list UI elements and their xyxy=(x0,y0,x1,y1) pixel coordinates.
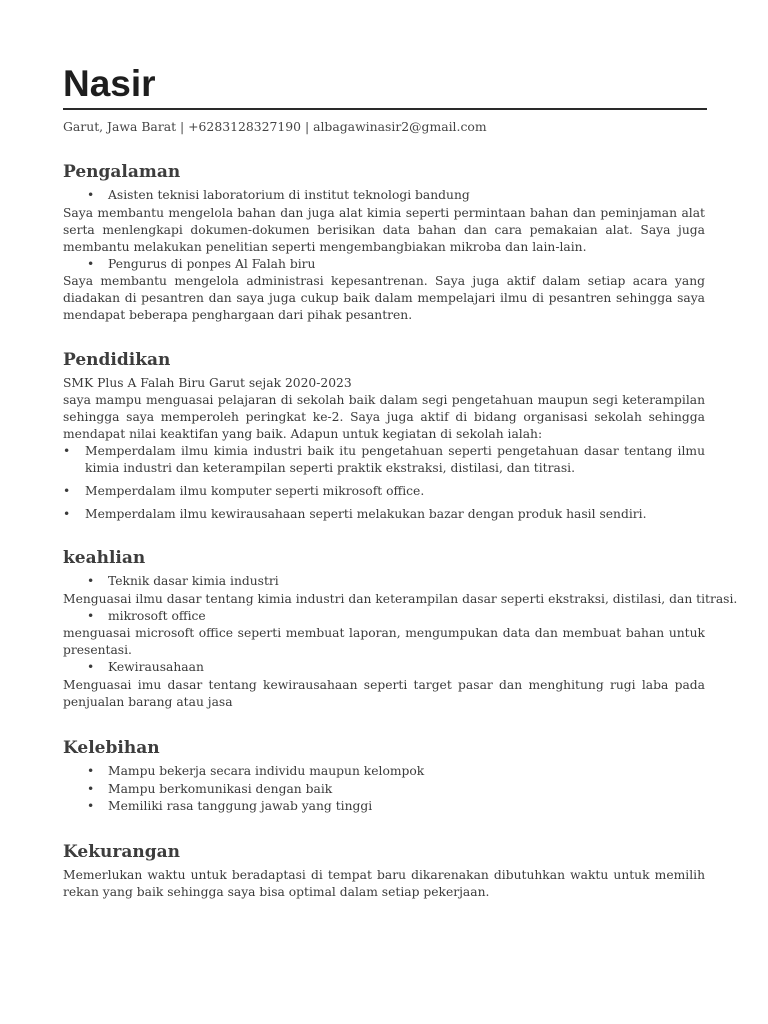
section-heading-pendidikan: Pendidikan xyxy=(63,350,171,370)
bullet-icon: • xyxy=(63,507,71,521)
section-heading-pengalaman: Pengalaman xyxy=(63,162,181,182)
activity-text: Memperdalam ilmu kewirausahaan seperti melakukan bazar dengan produk hasil sendiri. xyxy=(85,507,647,521)
activity-text: Memperdalam ilmu kimia industri baik itu pengetahuan seperti pengetahuan dasar tentang ilmu kimia industri dan keterampilan seperti praktik ekstraksi, distilasi, dan titrasi. xyxy=(85,444,705,475)
section-kekurangan xyxy=(63,841,705,901)
contact-info: Garut, Jawa Barat | +6283128327190 | albagawinasir2@gmail.com xyxy=(63,119,487,134)
experience-title: Asisten teknisi laboratorium di institut teknologi bandung xyxy=(108,188,470,202)
strength-text: Memiliki rasa tanggung jawab yang tinggi xyxy=(108,799,373,813)
skill-item xyxy=(63,659,705,677)
activity-item xyxy=(63,483,705,500)
activity-item xyxy=(63,506,705,523)
strength-item xyxy=(63,763,705,781)
experience-list-1 xyxy=(63,187,705,205)
education-activities xyxy=(63,443,705,523)
skill-list-2 xyxy=(63,608,705,626)
bullet-icon: • xyxy=(63,484,71,498)
skill-description: Menguasai ilmu dasar tentang kimia industri dan keterampilan dasar seperti ekstraksi, distilasi, dan titrasi. xyxy=(63,591,738,606)
strength-item xyxy=(63,798,705,816)
section-heading-keahlian: keahlian xyxy=(63,548,146,568)
skill-title: Kewirausahaan xyxy=(108,660,204,674)
section-pendidikan xyxy=(63,349,705,523)
weakness-description: Memerlukan waktu untuk beradaptasi di tempat baru dikarenakan dibutuhkan waktu untuk memilih rekan yang baik sehingga saya bisa optimal dalam setiap pekerjaan. xyxy=(63,868,705,899)
bullet-icon: • xyxy=(87,764,95,778)
experience-list-2 xyxy=(63,256,705,274)
experience-item xyxy=(63,256,705,274)
activity-text: Memperdalam ilmu komputer seperti mikrosoft office. xyxy=(85,484,425,498)
header-divider xyxy=(63,108,707,110)
experience-title: Pengurus di ponpes Al Falah biru xyxy=(108,256,316,271)
section-heading-kekurangan: Kekurangan xyxy=(63,842,180,862)
strength-text: Mampu berkomunikasi dengan baik xyxy=(108,781,333,796)
section-pengalaman xyxy=(63,161,705,324)
bullet-icon: • xyxy=(87,574,95,588)
skill-list-1 xyxy=(63,573,705,591)
skill-list-3 xyxy=(63,659,705,677)
skill-title: mikrosoft office xyxy=(108,608,206,623)
skill-item xyxy=(63,573,705,591)
strength-text: Mampu bekerja secara individu maupun kelompok xyxy=(108,764,425,778)
section-keahlian xyxy=(63,547,738,711)
bullet-icon: • xyxy=(63,444,71,458)
bullet-icon: • xyxy=(87,256,95,271)
strengths-list xyxy=(63,763,705,816)
experience-description: Saya membantu mengelola administrasi kepesantrenan. Saya juga aktif dalam setiap acara yang diadakan di pesantren dan saya juga cukup baik dalam mempelajari ilmu di pesantren sehingga saya mendapat beberapa penghargaan dari pihak pesantren. xyxy=(63,274,705,322)
skill-title: Teknik dasar kimia industri xyxy=(108,574,279,588)
bullet-icon: • xyxy=(87,781,95,796)
education-description: saya mampu menguasai pelajaran di sekolah baik dalam segi pengetahuan maupun segi keterampilan sehingga saya memperoleh peringkat ke-2. Saya juga aktif di bidang organisasi sekolah sehingga mendapat nilai keaktifan yang baik. Adapun untuk kegiatan di sekolah ialah: xyxy=(63,393,705,441)
resume-name: Nasir xyxy=(63,63,156,104)
school-name: SMK Plus A Falah Biru Garut sejak 2020-2023 xyxy=(63,376,352,390)
bullet-icon: • xyxy=(87,188,95,202)
skill-item xyxy=(63,608,705,626)
experience-item xyxy=(63,187,705,205)
skill-description: Menguasai imu dasar tentang kewirausahaan seperti target pasar dan menghitung rugi laba pada penjualan barang atau jasa xyxy=(63,677,705,709)
bullet-icon: • xyxy=(87,608,95,623)
experience-description: Saya membantu mengelola bahan dan juga alat kimia seperti permintaan bahan dan peminjaman alat serta menlengkapi dokumen-dokumen berisikan data bahan dan cara pemakaian alat. Saya juga membantu melakukan penelitian seperti mengembangbiakan mikroba dan lain-lain. xyxy=(63,205,705,254)
activity-item xyxy=(63,443,705,477)
strength-item xyxy=(63,781,705,799)
section-heading-kelebihan: Kelebihan xyxy=(63,738,160,758)
section-kelebihan xyxy=(63,737,705,816)
skill-description: menguasai microsoft office seperti membuat laporan, mengumpukan data dan membuat bahan untuk presentasi. xyxy=(63,626,705,657)
bullet-icon: • xyxy=(87,660,95,674)
bullet-icon: • xyxy=(87,799,95,813)
